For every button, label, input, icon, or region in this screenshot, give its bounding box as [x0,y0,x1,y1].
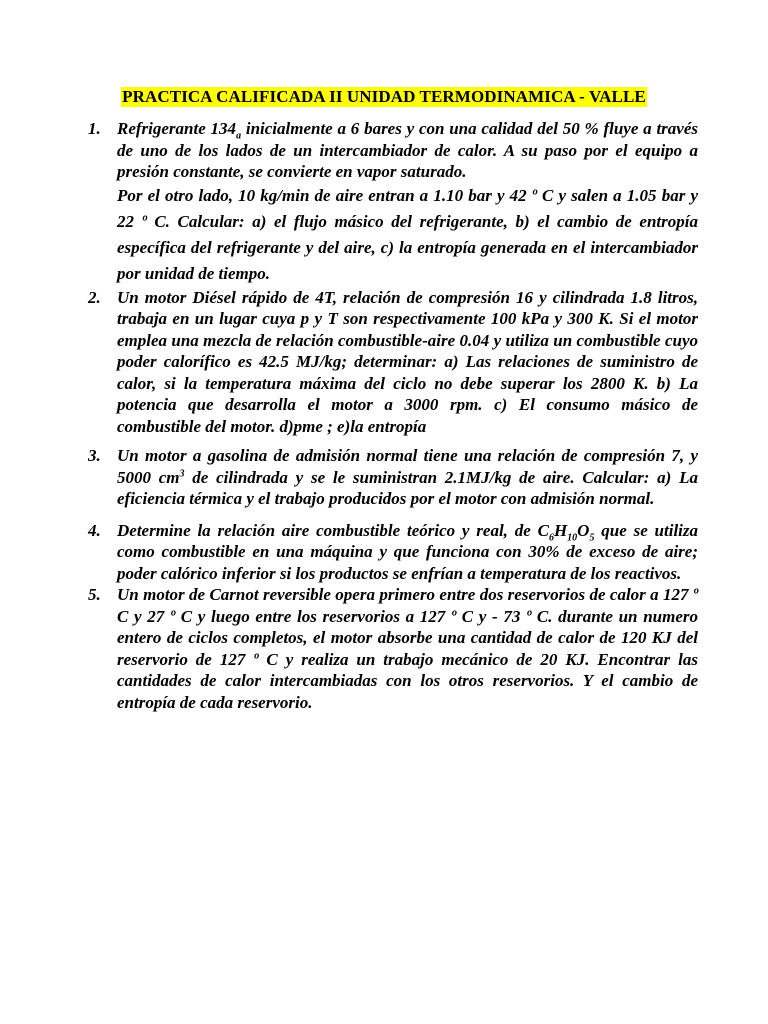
subscript-o: 5 [589,531,595,543]
problem-4 [88,520,698,585]
formula-h: H [553,520,568,540]
problem-1 [88,118,698,287]
problem-2 [88,287,698,438]
problem-text [117,118,698,183]
problem-number: 5. [88,585,101,604]
problem-1-part-b: inicialmente a 6 bares y con una calidad del 50 % fluye a través de uno de los lados de un intercambiador de calor. A su paso por el equipo a presión constante, se convierte en vapor saturado. [117,119,698,181]
problem-number: 4. [88,520,101,540]
formula-o: O [577,520,590,540]
problem-4-part-a: Determine la relación aire combustible teórico y real, de C [117,520,549,540]
problem-list [88,118,698,713]
problem-3 [88,445,698,510]
subscript: a [236,130,242,142]
problem-text: Un motor de Carnot reversible opera primero entre dos reservorios de calor a 127 º C y 27 º C y luego entre los reservorios a 127 º C y - 73 º C. durante un numero entero de ciclos completos, el motor absorbe una cantidad de calor de 120 KJ del reservorio de 127 º C y realiza un trabajo mecánico de 20 KJ. Encontrar las cantidades de calor intercambiadas con los otros reservorios. Y el cambio de entropía de cada reservorio. [117,585,698,712]
problem-4-part-b: que se utiliza como combustible en una máquina y que funciona con 30% de exceso de aire; poder calórico inferior si los productos se enfrían a temperatura de los reactivos. [117,520,699,583]
subscript-h: 10 [567,531,578,543]
subscript-c: 6 [548,531,554,543]
problem-1-part-a: Refrigerante 134 [117,119,237,138]
page-title: PRACTICA CALIFICADA II UNIDAD TERMODINAMICA - VALLE [122,87,646,106]
problem-number: 2. [88,287,101,307]
problem-3-part-b: de cilindrada y se le suministran 2.1MJ/kg de aire. Calcular: a) La eficiencia térmica y el trabajo producidos por el motor con admisión normal. [117,467,698,508]
problem-3-part-a: Un motor a gasolina de admisión normal tiene una relación de compresión 7, y 5000 cm [117,446,698,487]
problem-1-continuation: Por el otro lado, 10 kg/min de aire entran a 1.10 bar y 42 º C y salen a 1.05 bar y 22 º C. Calcular: a) el flujo másico del refrigerante, b) el cambio de entropía específica del refrigerante y del aire, c) la entropía generada en el intercambiador por unidad de tiempo. [117,185,698,283]
superscript: 3 [179,467,185,479]
problem-text [117,445,698,510]
problem-number: 3. [88,446,101,465]
problem-text [117,520,698,585]
title-wrap [0,87,768,107]
problem-5 [88,584,698,713]
problem-text: Un motor Diésel rápido de 4T, relación de compresión 16 y cilindrada 1.8 litros, trabaja en un lugar cuya p y T son respectivamente 100 kPa y 300 K. Si el motor emplea una mezcla de relación combustible-aire 0.04 y utiliza un combustible cuyo poder calorífico es 42.5 MJ/kg; determinar: a) Las relaciones de suministro de calor, si la temperatura máxima del ciclo no debe superar los 2800 K. b) La potencia que desarrolla el motor a 3000 rpm. c) El consumo másico de combustible del motor. d)pme ; e)la entropía [117,287,698,436]
problem-number: 1. [88,119,101,138]
